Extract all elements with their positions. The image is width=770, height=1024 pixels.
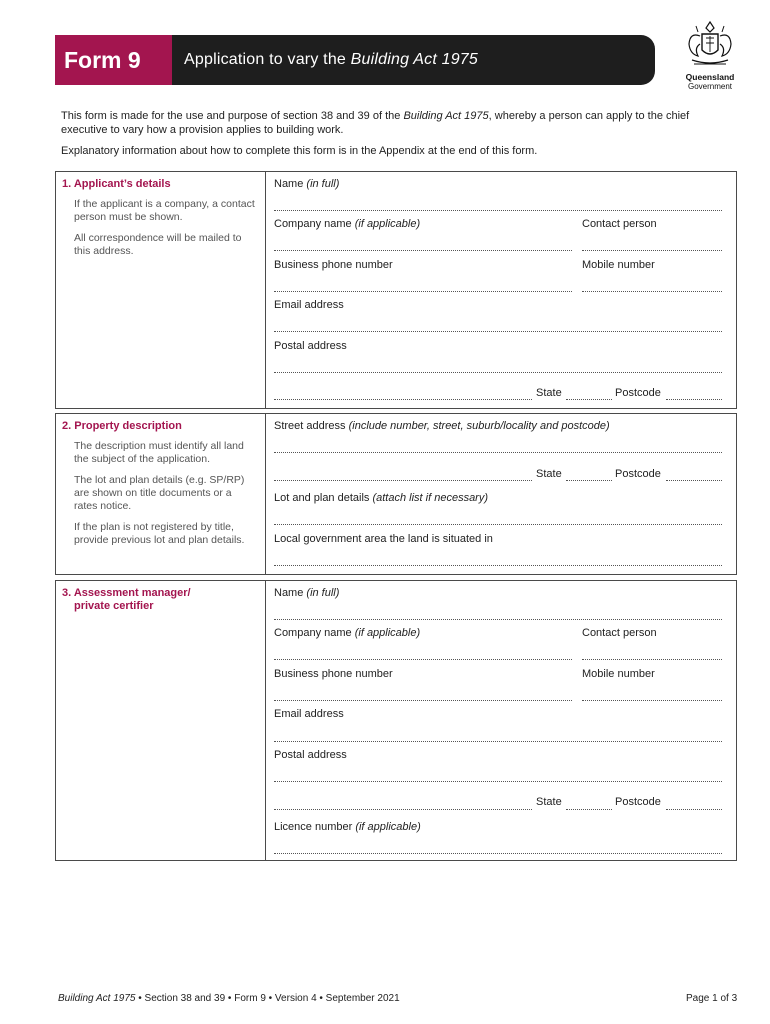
s2-street-hint: (include number, street, suburb/locality and postcode): [348, 420, 610, 432]
section2-heading: 2. Property description: [62, 420, 182, 432]
section2-note-2: The lot and plan details (e.g. SP/RP) are shown on title documents or a rates notice.: [74, 474, 245, 512]
section-applicant-details: [55, 171, 737, 409]
queensland-government-logo: [681, 18, 739, 94]
s1-state-label: State: [536, 387, 562, 399]
section1-note-2: All correspondence will be mailed to this address.: [74, 232, 242, 257]
section3-heading: [62, 587, 257, 613]
form-title-prefix: Application to vary the: [184, 51, 351, 68]
s1-email-field[interactable]: [274, 331, 722, 332]
logo-line1: Queensland: [685, 72, 735, 82]
s3-contact-field[interactable]: [582, 659, 722, 660]
intro-text-before: This form is made for the use and purpose of section 38 and 39 of the: [61, 110, 404, 122]
intro-act: Building Act 1975: [403, 110, 489, 122]
s3-company-label: [274, 627, 420, 640]
section3-sidebar: [56, 581, 266, 860]
s3-name-label: [274, 587, 339, 600]
s2-lot-label-text: Lot and plan details: [274, 492, 373, 504]
s3-phone-field[interactable]: [274, 700, 572, 701]
s3-name-label-text: Name: [274, 587, 307, 599]
s2-lot-hint: (attach list if necessary): [372, 492, 489, 504]
s3-state-label: State: [536, 796, 562, 808]
s2-street-field[interactable]: [274, 452, 722, 453]
s2-street-field-2[interactable]: [274, 480, 532, 481]
section3-heading-line1: 3. Assessment manager/: [62, 587, 191, 599]
s1-postcode-field[interactable]: [666, 399, 722, 400]
s1-name-hint: (in full): [306, 178, 340, 190]
s2-postcode-label: Postcode: [615, 468, 661, 480]
s1-name-label: [274, 178, 339, 191]
s3-company-field[interactable]: [274, 659, 572, 660]
section1-heading: 1. Applicant’s details: [62, 178, 171, 190]
s3-mobile-label: Mobile number: [582, 668, 655, 680]
section-assessment-manager: [55, 580, 737, 861]
section1-note-1: If the applicant is a company, a contact person must be shown.: [74, 198, 255, 223]
s3-postcode-field[interactable]: [666, 809, 722, 810]
s2-street-label: [274, 420, 610, 433]
s1-contact-label: Contact person: [582, 218, 657, 230]
form-number: Form 9: [55, 35, 172, 85]
s3-licence-label: [274, 821, 421, 834]
s1-company-label-text: Company name: [274, 218, 355, 230]
s2-street-label-text: Street address: [274, 420, 349, 432]
section2-note-3: If the plan is not registered by title, provide previous lot and plan details.: [74, 521, 245, 546]
footer-details: • Section 38 and 39 • Form 9 • Version 4 • September 2021: [135, 993, 400, 1004]
explanatory-paragraph: Explanatory information about how to complete this form is in the Appendix at the end of this form.: [61, 145, 538, 157]
s1-mobile-field[interactable]: [582, 291, 722, 292]
s2-lot-field[interactable]: [274, 524, 722, 525]
coat-of-arms-icon: [684, 18, 736, 72]
footer-reference: [58, 993, 400, 1004]
s1-contact-field[interactable]: [582, 250, 722, 251]
footer-act: Building Act 1975: [58, 993, 136, 1004]
s2-state-label: State: [536, 468, 562, 480]
s1-postal-field[interactable]: [274, 372, 722, 373]
s3-licence-field[interactable]: [274, 853, 722, 854]
s1-postal-field-2[interactable]: [274, 399, 532, 400]
s2-state-field[interactable]: [566, 480, 612, 481]
s2-postcode-field[interactable]: [666, 480, 722, 481]
s3-phone-label: Business phone number: [274, 668, 393, 680]
s3-licence-hint: (if applicable): [355, 821, 421, 833]
s3-company-label-text: Company name: [274, 627, 355, 639]
s3-postal-field-2[interactable]: [274, 809, 532, 810]
s2-lot-label: [274, 492, 488, 505]
s2-lga-field[interactable]: [274, 565, 722, 566]
intro-paragraph: [61, 109, 721, 137]
s3-licence-label-text: Licence number: [274, 821, 356, 833]
form-header: [55, 35, 655, 85]
s1-postal-label: Postal address: [274, 340, 347, 352]
s3-postal-field[interactable]: [274, 781, 722, 782]
s2-lga-label: Local government area the land is situated in: [274, 533, 493, 545]
s3-postcode-label: Postcode: [615, 796, 661, 808]
s3-state-field[interactable]: [566, 809, 612, 810]
s3-email-field[interactable]: [274, 741, 722, 742]
section2-sidebar: [56, 414, 266, 574]
s3-email-label: Email address: [274, 708, 344, 720]
form-title-act: Building Act 1975: [350, 51, 479, 68]
s1-company-label: [274, 218, 420, 231]
s3-company-hint: (if applicable): [354, 627, 421, 639]
s3-contact-label: Contact person: [582, 627, 657, 639]
section-property-description: [55, 413, 737, 575]
logo-line2: Government: [687, 82, 733, 91]
section3-heading-line2: private certifier: [74, 600, 154, 612]
section1-sidebar: [56, 172, 266, 408]
s1-name-label-text: Name: [274, 178, 307, 190]
s1-email-label: Email address: [274, 299, 344, 311]
s1-phone-field[interactable]: [274, 291, 572, 292]
s1-company-field[interactable]: [274, 250, 572, 251]
s3-postal-label: Postal address: [274, 749, 347, 761]
s1-company-hint: (if applicable): [354, 218, 421, 230]
s3-name-field[interactable]: [274, 619, 722, 620]
form-title: [172, 35, 655, 85]
s3-mobile-field[interactable]: [582, 700, 722, 701]
s1-phone-label: Business phone number: [274, 259, 393, 271]
page-number: Page 1 of 3: [686, 993, 738, 1004]
s1-state-field[interactable]: [566, 399, 612, 400]
s1-postcode-label: Postcode: [615, 387, 661, 399]
s3-name-hint: (in full): [306, 587, 340, 599]
section2-note-1: The description must identify all land the subject of the application.: [74, 440, 244, 465]
s1-name-field[interactable]: [274, 210, 722, 211]
intro-text-after: , whereby a person can apply to the chief executive to vary how a provision applies to building work.: [61, 110, 690, 136]
s1-mobile-label: Mobile number: [582, 259, 655, 271]
